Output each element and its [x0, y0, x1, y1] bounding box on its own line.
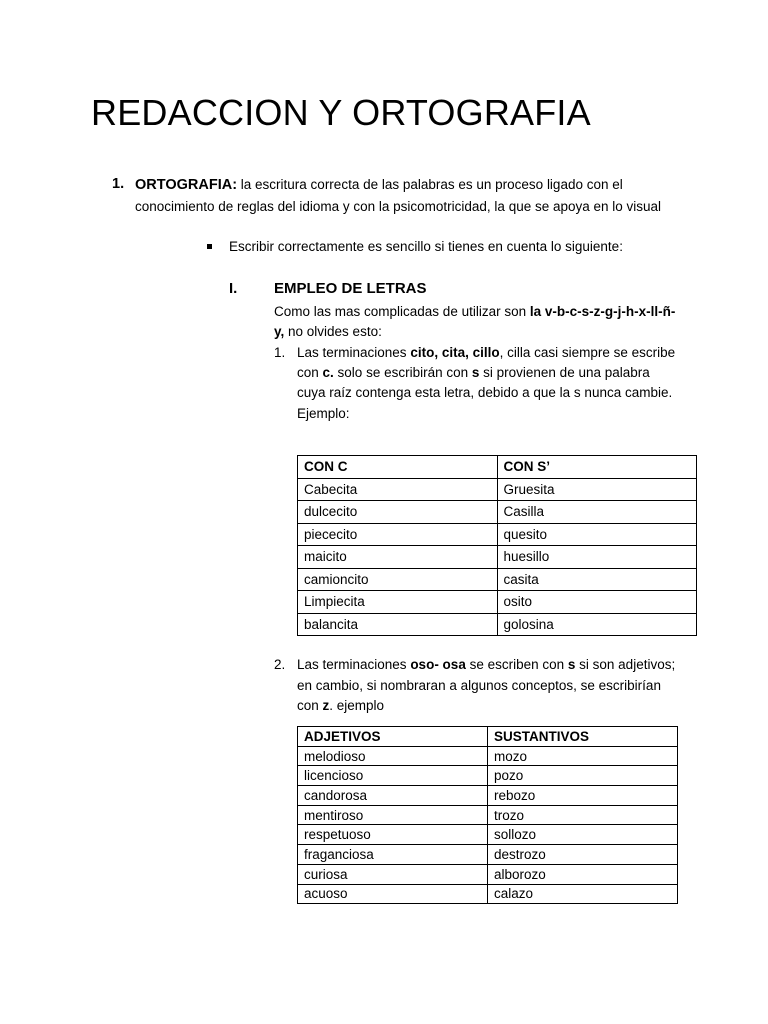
table-cell: calazo	[488, 884, 678, 904]
rule2-text-b: se escriben con	[465, 657, 568, 672]
table-row	[298, 501, 697, 524]
rule1-number: 1.	[274, 345, 286, 360]
rule1-text-a: Las terminaciones	[297, 345, 411, 360]
table-cell: destrozo	[488, 845, 678, 865]
ortografia-line-2: conocimiento de reglas del idioma y con la psicomotricidad, la que se apoya en lo visual	[135, 199, 662, 214]
table-con-c-con-s	[297, 455, 697, 636]
table-cell: quesito	[497, 523, 697, 546]
table-cell: camioncito	[298, 568, 498, 591]
rule1-line-3: cuya raíz contenga esta letra, debido a que la s nunca cambie.	[297, 385, 673, 400]
bullet-text: Escribir correctamente es sencillo si tienes en cuenta lo siguiente:	[229, 239, 623, 254]
table-row	[298, 864, 678, 884]
table-cell: dulcecito	[298, 501, 498, 524]
rule1-text-e: si provienen de una palabra	[479, 365, 650, 380]
table-adjetivos-sustantivos	[297, 726, 678, 904]
rule2-text-c: si son adjetivos;	[575, 657, 676, 672]
rule1-text-d: solo se escribirán con	[333, 365, 472, 380]
table-cell: fraganciosa	[298, 845, 488, 865]
column-header: SUSTANTIVOS	[488, 727, 678, 747]
table-row	[298, 613, 697, 636]
bullet-marker	[207, 244, 212, 249]
rule2-letter-z: z	[322, 698, 330, 713]
table-cell: pozo	[488, 766, 678, 786]
rule1-line-4: Ejemplo:	[297, 406, 350, 421]
table-row	[298, 523, 697, 546]
rule1-text-b: , cilla casi siempre se escribe	[499, 345, 676, 360]
table-cell: Cabecita	[298, 478, 498, 501]
rule1-endings: cito, cita, cillo	[410, 345, 500, 360]
table-row	[298, 766, 678, 786]
table-cell: sollozo	[488, 825, 678, 845]
table-cell: acuoso	[298, 884, 488, 904]
table-cell: candorosa	[298, 786, 488, 806]
table-cell: mozo	[488, 746, 678, 766]
table-row	[298, 845, 678, 865]
rule2-line-2: en cambio, si nombraran a algunos conceptos, se escribirían	[297, 678, 661, 693]
table-cell: balancita	[298, 613, 498, 636]
item-number: 1.	[112, 176, 125, 192]
table-row	[298, 546, 697, 569]
section-intro-letters: la v-b-c-s-z-g-j-h-x-ll-ñ-	[529, 304, 676, 319]
section-title: EMPLEO DE LETRAS	[274, 280, 427, 297]
table-cell: Casilla	[497, 501, 697, 524]
table-cell: rebozo	[488, 786, 678, 806]
ortografia-label: ORTOGRAFIA:	[135, 177, 238, 193]
rule2-text-e: . ejemplo	[329, 698, 385, 713]
table-cell: trozo	[488, 805, 678, 825]
rule2-line-3	[297, 696, 384, 716]
rule2-text-d: con	[297, 698, 323, 713]
rule2-line-1	[297, 655, 675, 675]
table-cell: golosina	[497, 613, 697, 636]
table-row	[298, 786, 678, 806]
ortografia-line-1	[135, 175, 623, 195]
table-row	[298, 478, 697, 501]
table-cell: alborozo	[488, 864, 678, 884]
table-row	[298, 591, 697, 614]
column-header: ADJETIVOS	[298, 727, 488, 747]
table-row	[298, 884, 678, 904]
table-row	[298, 825, 678, 845]
table-row	[298, 746, 678, 766]
rule1-letter-c: c.	[322, 365, 334, 380]
section-intro-tail: no olvides esto:	[284, 324, 382, 339]
section-intro-line-2	[274, 322, 382, 342]
section-intro-text: Como las mas complicadas de utilizar son	[274, 304, 530, 319]
table-cell: casita	[497, 568, 697, 591]
table-cell: respetuoso	[298, 825, 488, 845]
table-cell: piececito	[298, 523, 498, 546]
column-header: CON S’	[497, 456, 697, 479]
table-cell: maicito	[298, 546, 498, 569]
table-row	[298, 805, 678, 825]
rule2-endings: oso- osa	[410, 657, 466, 672]
table-header-row	[298, 456, 697, 479]
section-number: I.	[229, 280, 238, 297]
ortografia-text-1: la escritura correcta de las palabras es un proceso ligado con el	[237, 177, 623, 192]
page-title: REDACCION Y ORTOGRAFIA	[91, 92, 591, 133]
column-header: CON C	[298, 456, 498, 479]
table-row	[298, 568, 697, 591]
table-cell: melodioso	[298, 746, 488, 766]
table-cell: huesillo	[497, 546, 697, 569]
table-cell: Gruesita	[497, 478, 697, 501]
rule1-letter-s: s	[471, 365, 480, 380]
rule2-text-a: Las terminaciones	[297, 657, 411, 672]
rule1-line-1	[297, 343, 675, 363]
table-cell: licencioso	[298, 766, 488, 786]
rule1-line-2	[297, 363, 650, 383]
section-intro-letter-y: y,	[274, 324, 285, 339]
table-cell: Limpiecita	[298, 591, 498, 614]
rule2-number: 2.	[274, 657, 286, 672]
section-intro-line-1	[274, 302, 675, 322]
table-cell: curiosa	[298, 864, 488, 884]
table-cell: osito	[497, 591, 697, 614]
table-header-row	[298, 727, 678, 747]
rule2-letter-s: s	[567, 657, 576, 672]
rule1-text-c: con	[297, 365, 323, 380]
table-cell: mentiroso	[298, 805, 488, 825]
